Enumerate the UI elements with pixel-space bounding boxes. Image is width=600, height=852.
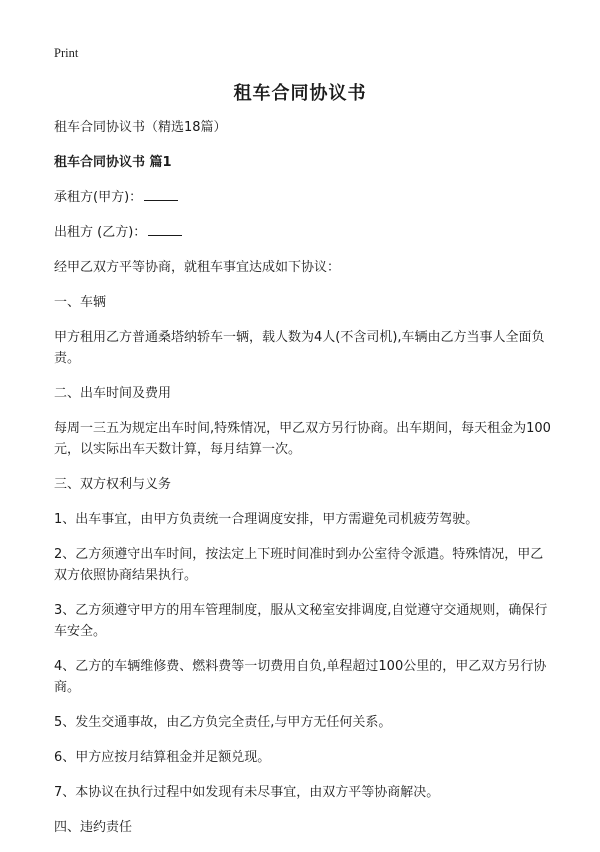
list-item: 4、乙方的车辆维修费、燃料费等一切费用自负,单程超过100公里的，甲乙双方另行协商。 [54, 659, 547, 695]
list-item: 1、出车事宜，由甲方负责统一合理调度安排，甲方需避免司机疲劳驾驶。 [54, 512, 479, 527]
document-body [54, 117, 554, 852]
paragraph-vehicle: 甲方租用乙方普通桑塔纳轿车一辆，载人数为4人(不含司机),车辆由乙方当事人全面负责。 [54, 330, 545, 366]
intro-paragraph: 经甲乙双方平等协商，就租车事宜达成如下协议： [54, 260, 341, 275]
section-heading: 租车合同协议书 篇1 [54, 155, 172, 170]
lessee-blank [144, 188, 178, 201]
list-item: 3、乙方须遵守甲方的用车管理制度，服从文秘室安排调度,自觉遵守交通规则，确保行车安全。 [54, 603, 548, 639]
heading-time-fee: 二、出车时间及费用 [54, 386, 172, 401]
lessor-blank [148, 223, 182, 236]
print-link[interactable]: Print [54, 46, 79, 60]
heading-rights: 三、双方权利与义务 [54, 477, 172, 492]
paragraph-time-fee: 每周一三五为规定出车时间,特殊情况，甲乙双方另行协商。出车期间，每天租金为100元，以实际出车天数计算，每月结算一次。 [54, 421, 551, 457]
lessee-label: 承租方(甲方)： [54, 190, 143, 205]
list-item: 2、乙方须遵守出车时间，按法定上下班时间准时到办公室待令派遣。特殊情况，甲乙双方依照协商结果执行。 [54, 547, 544, 583]
heading-vehicle: 一、车辆 [54, 295, 107, 310]
lessee-line [54, 187, 554, 208]
list-item: 6、甲方应按月结算租金并足额兑现。 [54, 750, 271, 765]
lessor-label: 出租方 (乙方)： [54, 225, 147, 240]
page-title: 租车合同协议书 [233, 83, 367, 104]
list-item: 5、发生交通事故，由乙方负完全责任,与甲方无任何关系。 [54, 715, 392, 730]
list-item: 7、本协议在执行过程中如发现有未尽事宜，由双方平等协商解决。 [54, 785, 440, 800]
lessor-line [54, 222, 554, 243]
document-subtitle: 租车合同协议书（精选18篇） [54, 120, 227, 135]
heading-liability: 四、违约责任 [54, 820, 133, 835]
